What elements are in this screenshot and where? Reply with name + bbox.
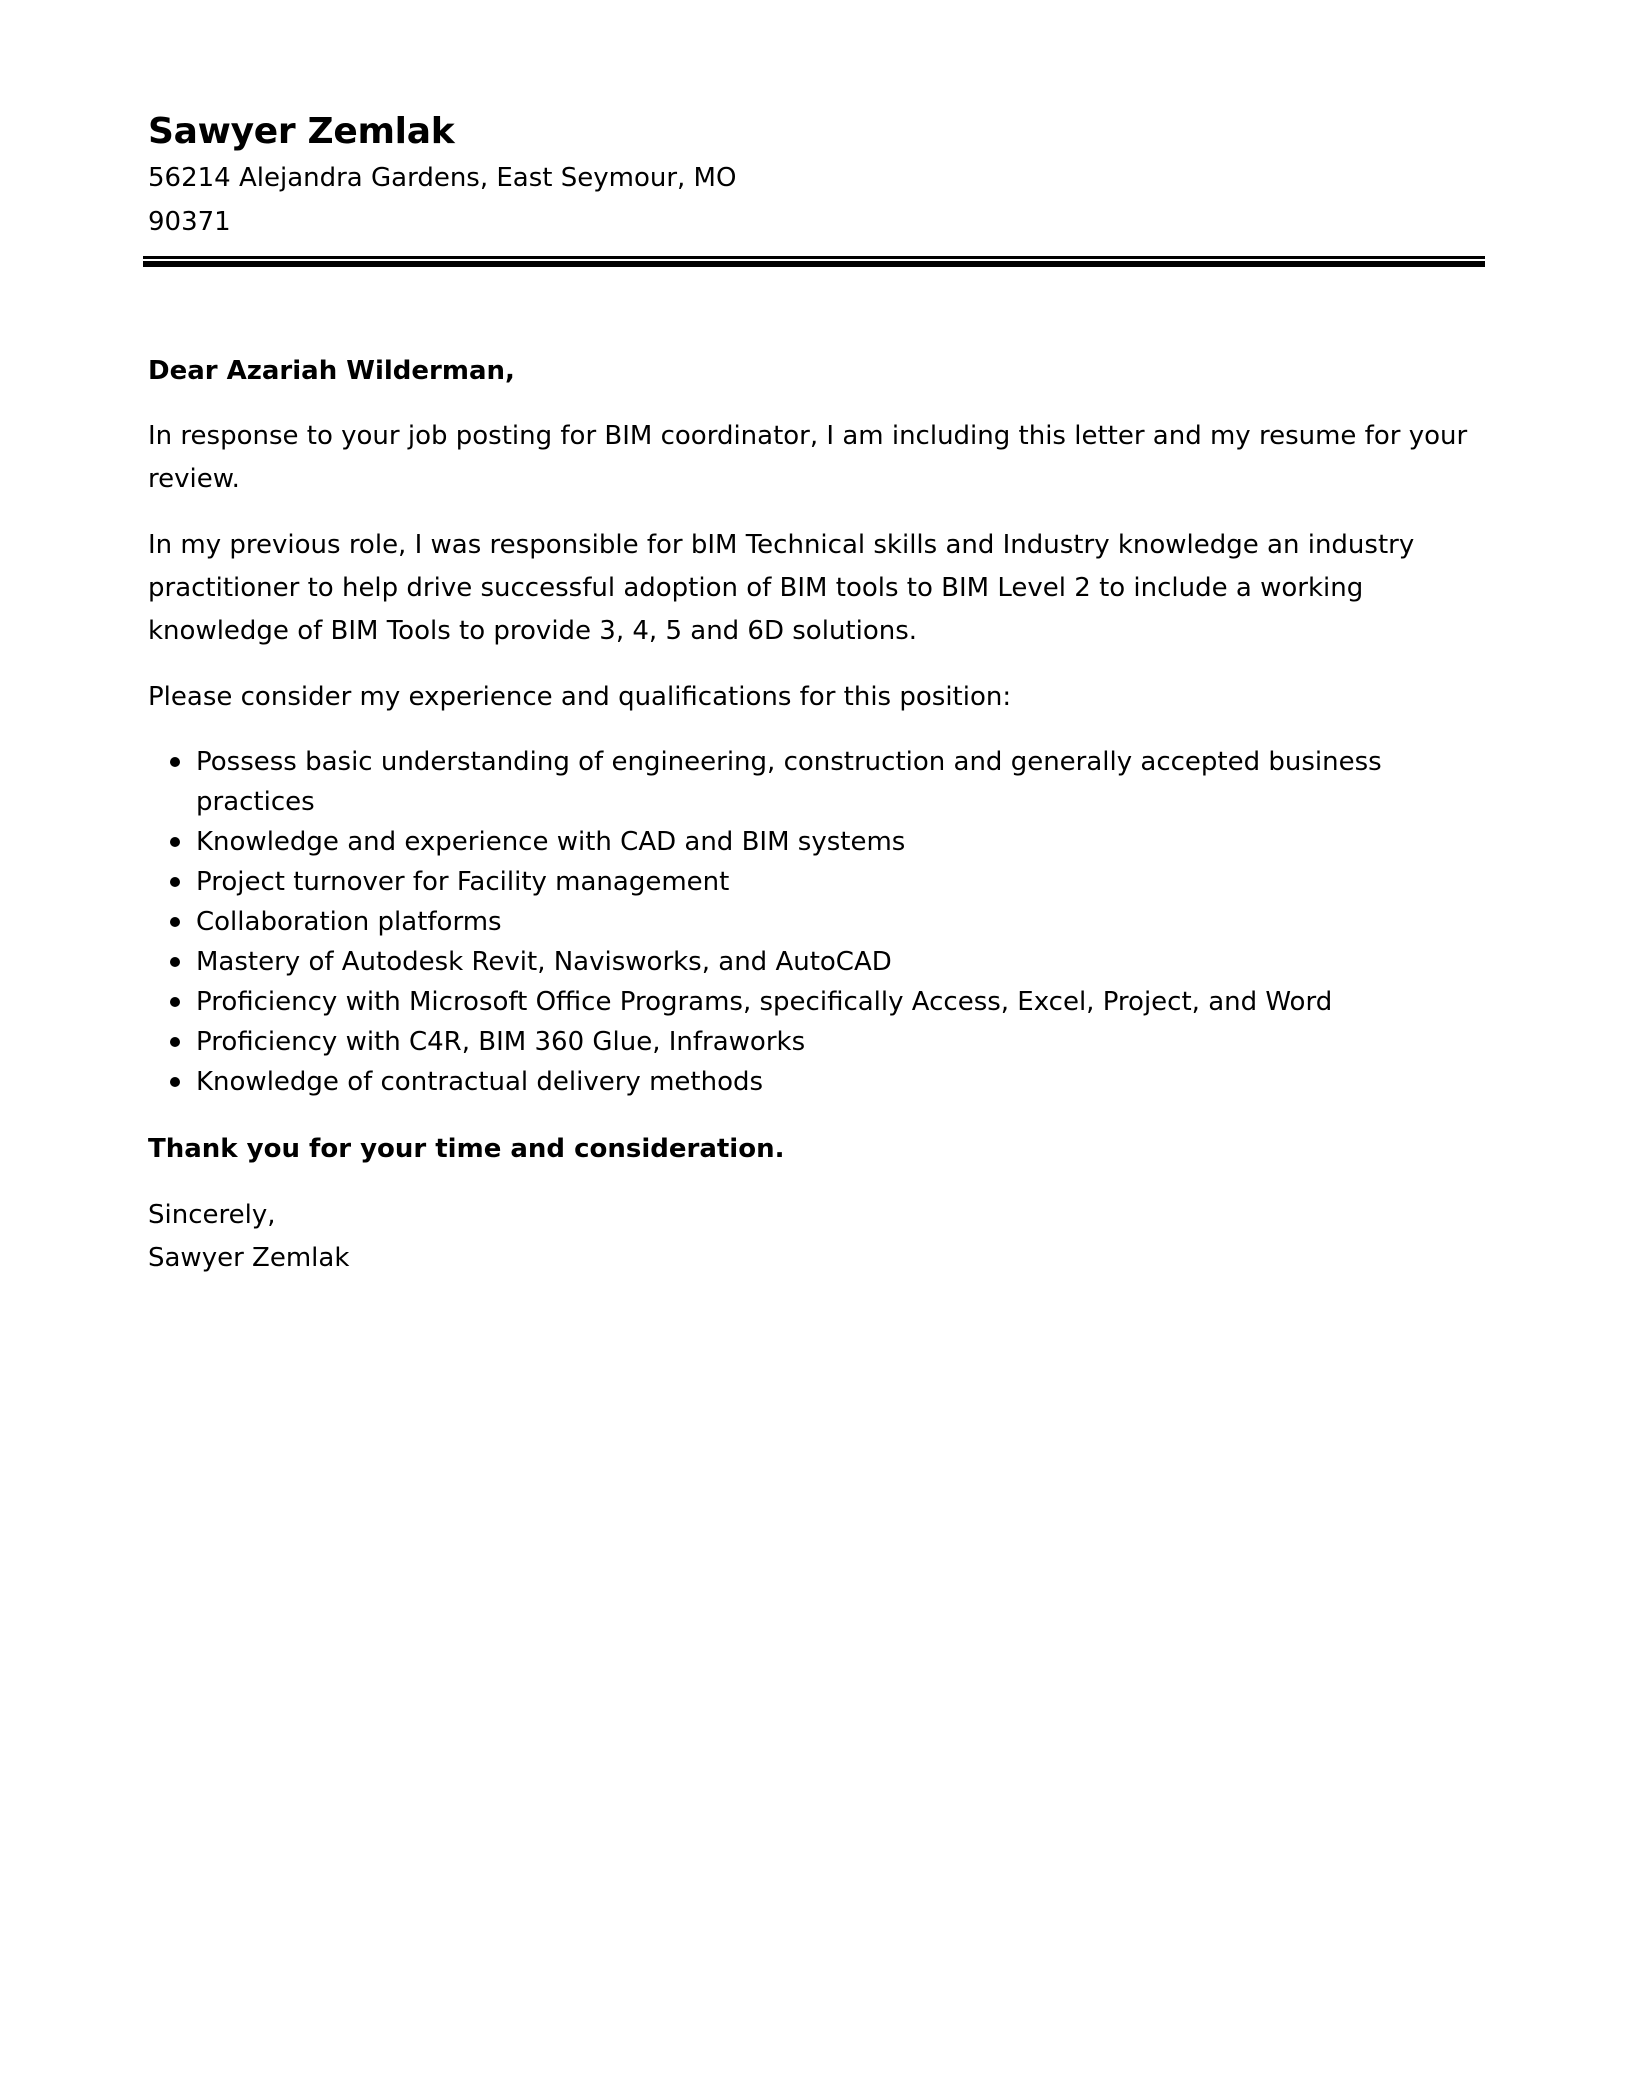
list-item-text: Possess basic understanding of engineering, construction and generally accepted business practices bbox=[196, 747, 1382, 817]
letter-body bbox=[148, 350, 1488, 1280]
bullet-icon bbox=[170, 1037, 180, 1047]
qualifications-intro: Please consider my experience and qualifications for this position: bbox=[148, 682, 1012, 712]
list-item bbox=[148, 862, 1488, 902]
list-item-text: Project turnover for Facility management bbox=[196, 867, 730, 897]
list-item bbox=[148, 822, 1488, 862]
list-item-text: Proficiency with C4R, BIM 360 Glue, Infraworks bbox=[196, 1027, 806, 1057]
bullet-icon bbox=[170, 877, 180, 887]
qualifications-list bbox=[148, 742, 1488, 1102]
list-item bbox=[148, 1062, 1488, 1102]
divider-thin-line bbox=[143, 256, 1485, 259]
list-item-text: Mastery of Autodesk Revit, Navisworks, and AutoCAD bbox=[196, 947, 892, 977]
sender-address: 56214 Alejandra Gardens, East Seymour, MO 90371 bbox=[148, 163, 737, 237]
closing-line: Thank you for your time and consideration. bbox=[148, 1134, 785, 1164]
signature-name: Sawyer Zemlak bbox=[148, 1243, 350, 1273]
letter-header bbox=[148, 108, 1488, 244]
bullet-icon bbox=[170, 917, 180, 927]
bullet-icon bbox=[170, 1077, 180, 1087]
sender-name: Sawyer Zemlak bbox=[148, 111, 455, 152]
divider-thick-line bbox=[143, 261, 1485, 267]
list-item bbox=[148, 902, 1488, 942]
bullet-icon bbox=[170, 837, 180, 847]
list-item-text: Collaboration platforms bbox=[196, 907, 502, 937]
bullet-icon bbox=[170, 757, 180, 767]
list-item-text: Proficiency with Microsoft Office Programs, specifically Access, Excel, Project, and Word bbox=[196, 987, 1333, 1017]
bullet-icon bbox=[170, 957, 180, 967]
list-item-text: Knowledge and experience with CAD and BIM systems bbox=[196, 827, 906, 857]
header-divider bbox=[143, 256, 1485, 266]
salutation: Dear Azariah Wilderman, bbox=[148, 356, 515, 386]
intro-paragraph: In response to your job posting for BIM coordinator, I am including this letter and my resume for your review. bbox=[148, 421, 1468, 494]
bullet-icon bbox=[170, 997, 180, 1007]
experience-paragraph: In my previous role, I was responsible for bIM Technical skills and Industry knowledge an industry practitioner to help drive successful adoption of BIM tools to BIM Level 2 to include a working knowledge of BIM Tools to provide 3, 4, 5 and 6D solutions. bbox=[148, 530, 1415, 646]
list-item-text: Knowledge of contractual delivery methods bbox=[196, 1067, 764, 1097]
list-item bbox=[148, 982, 1488, 1022]
signoff: Sincerely, bbox=[148, 1200, 276, 1230]
list-item bbox=[148, 942, 1488, 982]
list-item bbox=[148, 742, 1488, 822]
list-item bbox=[148, 1022, 1488, 1062]
